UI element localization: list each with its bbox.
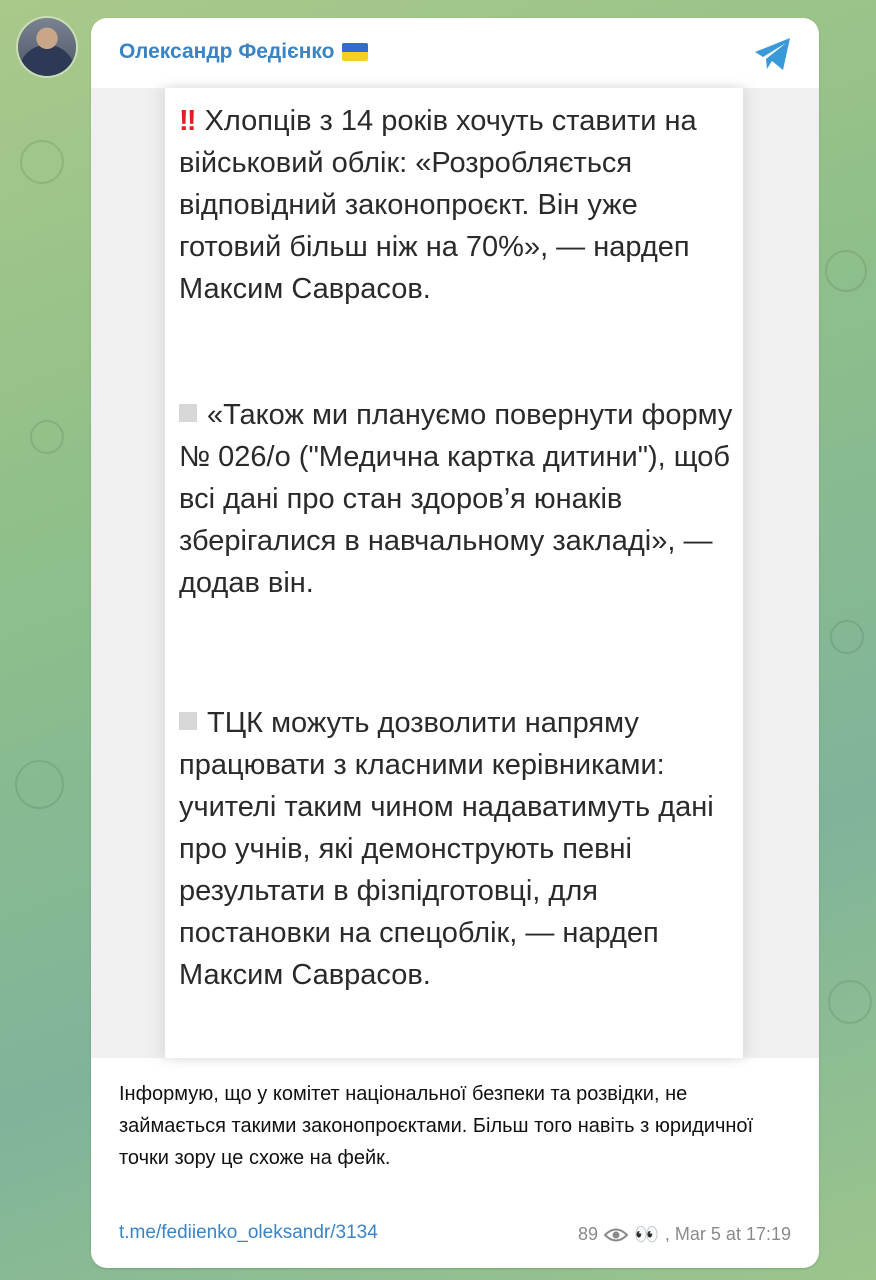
photo-paragraph-3: ТЦК можуть дозволити напряму працювати з класними керівниками: учителі таким чином надаватимуть дані про учнів, які демонструють певні результати в фізпідготовці, для постановки на спецоблік, — нардеп Максим Саврасов. (179, 707, 714, 991)
photo-paragraph-2: «Також ми плануємо повернути форму № 026/о ("Медична картка дитини"), щоб всі дані про стан здоров’я юнаків зберігалися в навчальному закладі», — додав він. (179, 399, 733, 599)
double-exclamation-icon: ‼ (179, 105, 197, 137)
background-doodle (828, 980, 872, 1024)
background-doodle (825, 250, 867, 292)
channel-name[interactable] (119, 40, 368, 64)
background-doodle (15, 760, 64, 809)
eyes-reaction-icon[interactable]: 👀 (634, 1224, 659, 1246)
background-doodle (830, 620, 864, 654)
ukraine-flag-icon (342, 43, 368, 61)
channel-name-text: Олександр Федієнко (119, 40, 335, 63)
message-timestamp: , Mar 5 at 17:19 (664, 1224, 791, 1244)
view-count: 89 (577, 1224, 599, 1244)
eye-icon (604, 1227, 628, 1243)
message-photo[interactable] (91, 88, 819, 1058)
channel-avatar[interactable] (18, 18, 76, 76)
background-doodle (30, 420, 64, 454)
photo-document-sheet (165, 88, 743, 1058)
background-doodle (20, 140, 64, 184)
message-caption: Інформую, що у комітет національної безпеки та розвідки, не займається такими законопроєктами. Більш того навіть з юридичної точки зору це схоже на фейк. (119, 1083, 754, 1169)
message-header (91, 18, 819, 88)
message-bubble (91, 18, 819, 1268)
post-link[interactable]: t.me/fediienko_oleksandr/3134 (119, 1222, 378, 1243)
message-footer (119, 1220, 791, 1250)
telegram-share-icon[interactable] (753, 36, 793, 72)
message-meta (578, 1222, 791, 1247)
bullet-square-icon (179, 712, 197, 730)
photo-paragraph-1: ‼ Хлопців з 14 років хочуть ставити на військовий облік: «Розробляється відповідний законопроєкт. Він уже готовий більш ніж на 70%», — нардеп Максим Саврасов. (179, 105, 697, 305)
bullet-square-icon (179, 404, 197, 422)
